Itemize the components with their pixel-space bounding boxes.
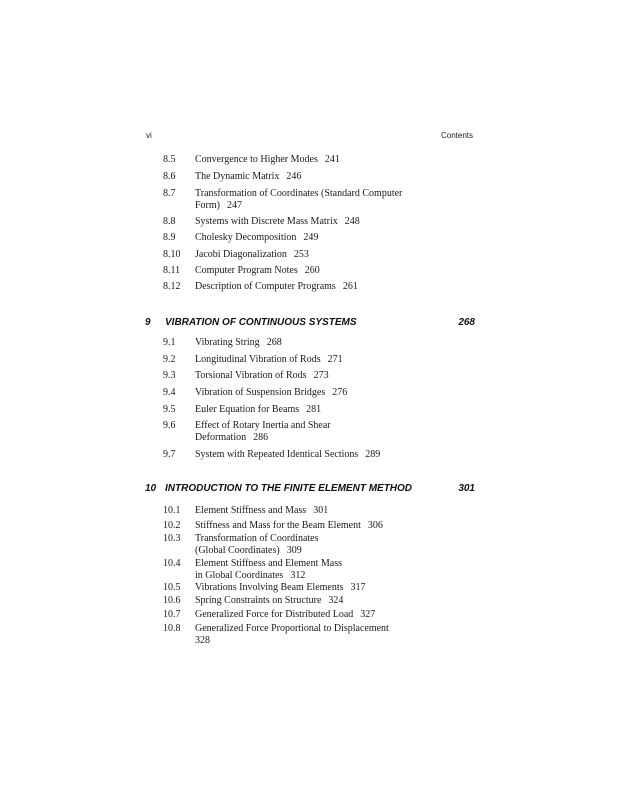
section-title: The Dynamic Matrix 246 (195, 171, 302, 182)
section-title: Cholesky Decomposition 249 (195, 232, 319, 243)
section-title: Generalized Force Proportional to Displacement 328 (195, 623, 389, 646)
section-number: 8.6 (163, 171, 176, 182)
section-number: 8.12 (163, 281, 181, 292)
section-number: 8.11 (163, 265, 181, 276)
section-number: 8.9 (163, 232, 176, 243)
section-title: Euler Equation for Beams 281 (195, 404, 322, 415)
section-title: Transformation of Coordinates (Standard Computer Form) 247 (195, 188, 403, 211)
chapter-heading (145, 316, 475, 330)
chapter-number: 9 (145, 317, 151, 328)
section-number: 10.4 (163, 558, 181, 569)
section-number: 9.7 (163, 449, 176, 460)
section-title: Generalized Force for Distributed Load 327 (195, 609, 376, 620)
section-title: Spring Constraints on Structure 324 (195, 595, 344, 606)
section-page: 241 (324, 154, 340, 165)
section-page: 273 (313, 370, 329, 381)
section-page: 317 (350, 582, 366, 593)
section-title: Computer Program Notes 260 (195, 265, 320, 276)
section-page: 289 (365, 449, 381, 460)
section-title: Vibrations Involving Beam Elements 317 (195, 582, 366, 593)
section-number: 10.6 (163, 595, 181, 606)
section-page: 324 (328, 595, 344, 606)
section-number: 8.7 (163, 188, 176, 199)
section-page: 286 (253, 432, 269, 443)
section-number: 8.5 (163, 154, 176, 165)
section-page: 249 (303, 232, 319, 243)
section-title: Effect of Rotary Inertia and Shear Deformation 286 (195, 420, 331, 443)
section-number: 10.5 (163, 582, 181, 593)
section-title: Stiffness and Mass for the Beam Element 306 (195, 520, 383, 531)
chapter-title: VIBRATION OF CONTINUOUS SYSTEMS (165, 317, 357, 328)
section-title: Systems with Discrete Mass Matrix 248 (195, 216, 360, 227)
section-number: 9.2 (163, 354, 176, 365)
section-page: 261 (342, 281, 358, 292)
section-number: 9.3 (163, 370, 176, 381)
section-page: 268 (266, 337, 282, 348)
page-number: vi (146, 131, 152, 140)
section-title: Torsional Vibration of Rods 273 (195, 370, 329, 381)
section-number: 8.10 (163, 249, 181, 260)
section-page: 260 (304, 265, 320, 276)
section-number: 10.8 (163, 623, 181, 634)
section-page: 327 (360, 609, 376, 620)
section-title: Vibration of Suspension Bridges 276 (195, 387, 348, 398)
section-page: 281 (306, 404, 322, 415)
section-title: Element Stiffness and Element Mass in Global Coordinates 312 (195, 558, 343, 581)
section-page: 312 (290, 570, 306, 581)
running-title: Contents (440, 131, 473, 140)
chapter-heading (145, 482, 475, 496)
section-number: 9.1 (163, 337, 176, 348)
section-number: 9.4 (163, 387, 176, 398)
section-page: 276 (332, 387, 348, 398)
section-page: 253 (293, 249, 309, 260)
section-title: System with Repeated Identical Sections 289 (195, 449, 381, 460)
section-title: Transformation of Coordinates (Global Coordinates) 309 (195, 533, 319, 556)
chapter-title: INTRODUCTION TO THE FINITE ELEMENT METHOD (165, 483, 413, 494)
chapter-number: 10 (145, 483, 157, 494)
section-number: 10.2 (163, 520, 181, 531)
chapter-page: 268 (458, 317, 475, 328)
chapter-page: 301 (458, 483, 475, 494)
section-number: 10.1 (163, 505, 181, 516)
section-title: Element Stiffness and Mass 301 (195, 505, 329, 516)
section-page: 309 (286, 545, 302, 556)
section-title: Vibrating String 268 (195, 337, 282, 348)
section-page: 306 (367, 520, 383, 531)
section-page: 248 (344, 216, 360, 227)
section-page: 246 (286, 171, 302, 182)
section-title: Convergence to Higher Modes 241 (195, 154, 340, 165)
section-number: 10.7 (163, 609, 181, 620)
section-title: Description of Computer Programs 261 (195, 281, 358, 292)
section-number: 8.8 (163, 216, 176, 227)
section-title: Jacobi Diagonalization 253 (195, 249, 309, 260)
section-number: 9.6 (163, 420, 176, 431)
section-page: 271 (327, 354, 343, 365)
section-page: 328 (195, 635, 210, 646)
section-page: 247 (227, 200, 242, 211)
section-page: 301 (313, 505, 329, 516)
section-number: 10.3 (163, 533, 181, 544)
section-title: Longitudinal Vibration of Rods 271 (195, 354, 343, 365)
section-number: 9.5 (163, 404, 176, 415)
